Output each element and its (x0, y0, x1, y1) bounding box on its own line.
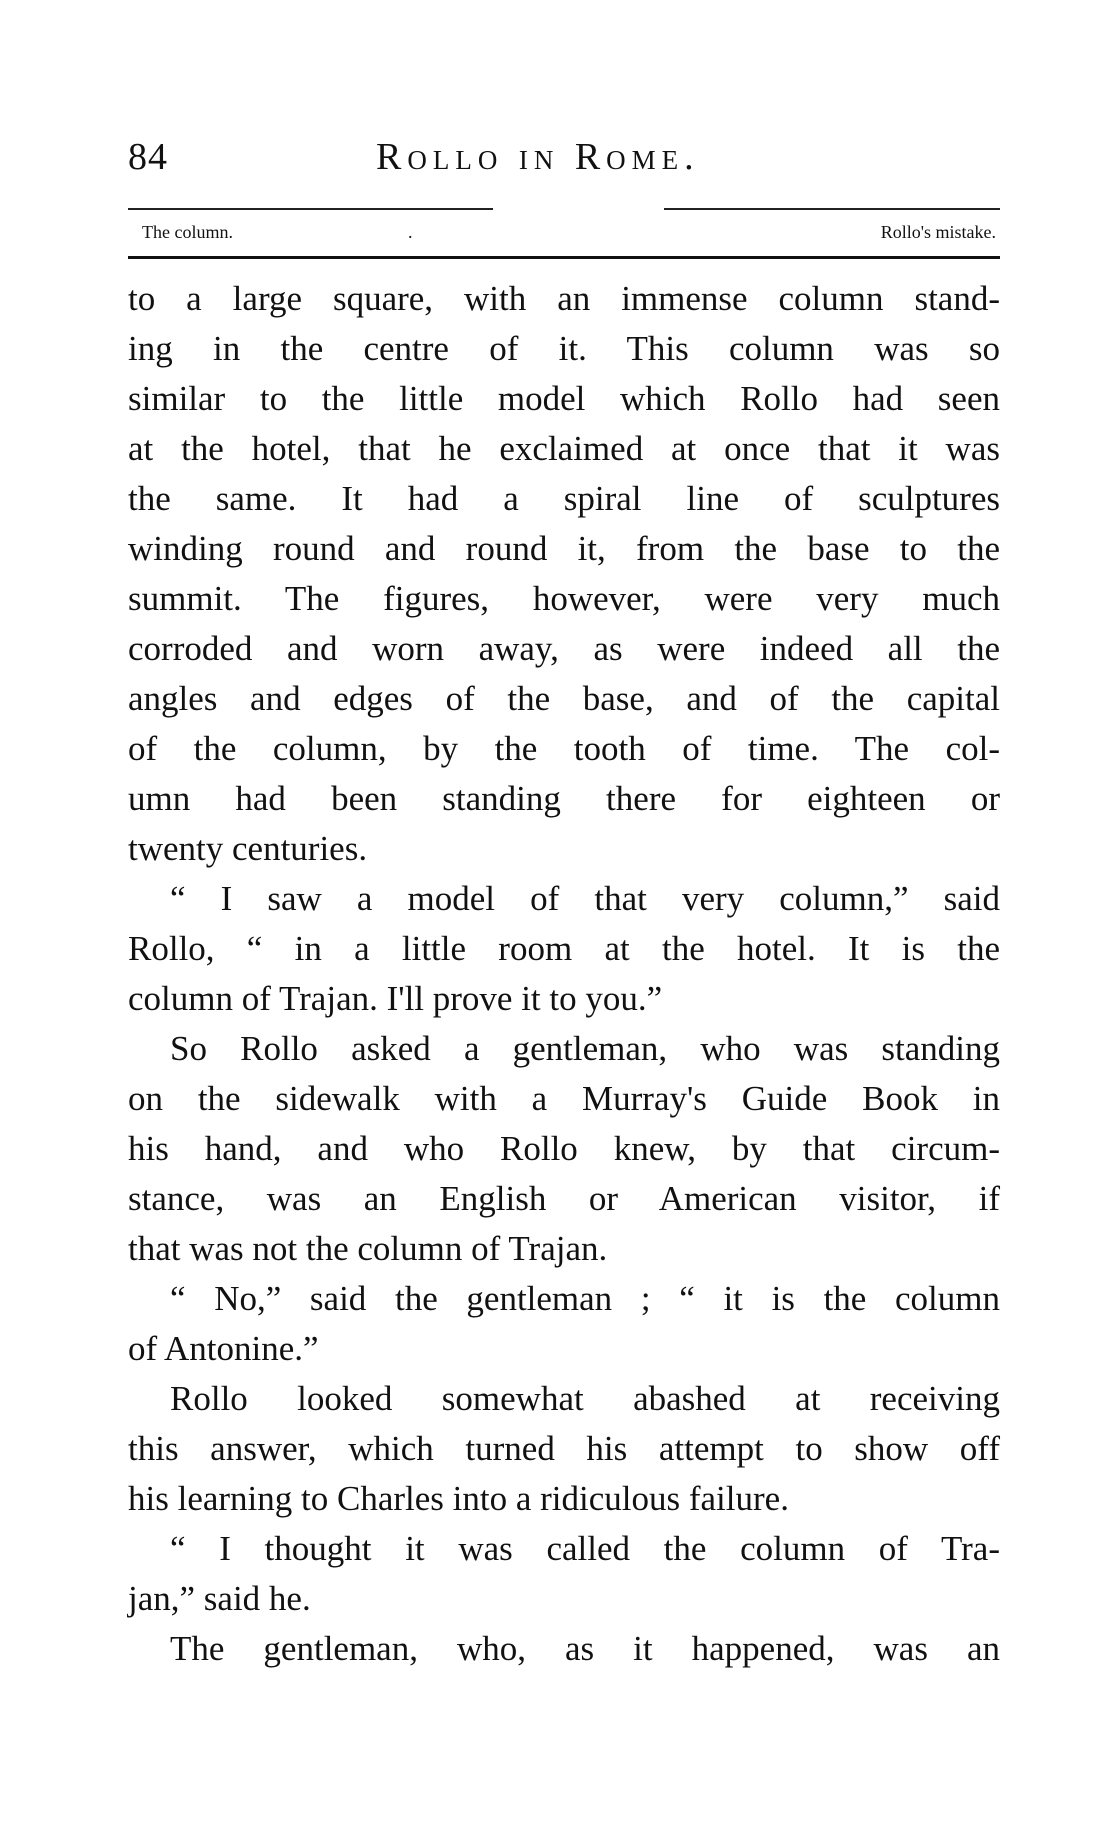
text-line: So Rollo asked a gentleman, who was standing (170, 1029, 1000, 1068)
text-line: angles and edges of the base, and of the capital (128, 679, 1000, 718)
text-line: Rollo looked somewhat abashed at receiving (170, 1379, 1000, 1418)
text-line: his learning to Charles into a ridiculous failure. (128, 1479, 789, 1518)
text-line: jan,” said he. (128, 1579, 311, 1618)
text-line: the same. It had a spiral line of sculptures (128, 479, 1000, 518)
text-line: “ I saw a model of that very column,” said (170, 879, 1000, 918)
body-text (128, 274, 1000, 1674)
text-line: “ No,” said the gentleman ; “ it is the column (170, 1279, 1000, 1318)
text-line: that was not the column of Trajan. (128, 1229, 608, 1268)
header-rule-left (128, 208, 493, 210)
header-divider (128, 256, 1000, 259)
text-line: corroded and worn away, as were indeed all the (128, 629, 1000, 668)
page-number: 84 (128, 136, 168, 178)
text-line: ing in the centre of it. This column was so (128, 329, 1000, 368)
text-line: The gentleman, who, as it happened, was an (170, 1629, 1000, 1668)
text-line: Rollo, “ in a little room at the hotel. It is the (128, 929, 1000, 968)
text-line: his hand, and who Rollo knew, by that circum- (128, 1129, 1000, 1168)
text-line: of the column, by the tooth of time. The col- (128, 729, 1000, 768)
text-line: column of Trajan. I'll prove it to you.” (128, 979, 663, 1018)
text-line: on the sidewalk with a Murray's Guide Book in (128, 1079, 1000, 1118)
text-line: at the hotel, that he exclaimed at once that it was (128, 429, 1000, 468)
text-line: “ I thought it was called the column of Tra- (170, 1529, 1000, 1568)
text-line: umn had been standing there for eighteen or (128, 779, 1000, 818)
running-head (128, 133, 1000, 193)
text-line: stance, was an English or American visitor, if (128, 1179, 1000, 1218)
book-title: Rollo in Rome. (376, 136, 700, 178)
subhead-separator: . (408, 222, 413, 242)
text-line: winding round and round it, from the base to the (128, 529, 1000, 568)
text-line: this answer, which turned his attempt to show off (128, 1429, 1000, 1468)
text-line: summit. The figures, however, were very much (128, 579, 1000, 618)
text-line: similar to the little model which Rollo had seen (128, 379, 1000, 418)
header-rule-right (664, 208, 1000, 210)
left-subhead: The column. (142, 222, 233, 242)
subheads (128, 218, 1000, 248)
text-line: to a large square, with an immense column stand- (128, 279, 1000, 318)
text-line: twenty centuries. (128, 829, 368, 868)
right-subhead: Rollo's mistake. (880, 222, 996, 242)
text-line: of Antonine.” (128, 1329, 319, 1368)
